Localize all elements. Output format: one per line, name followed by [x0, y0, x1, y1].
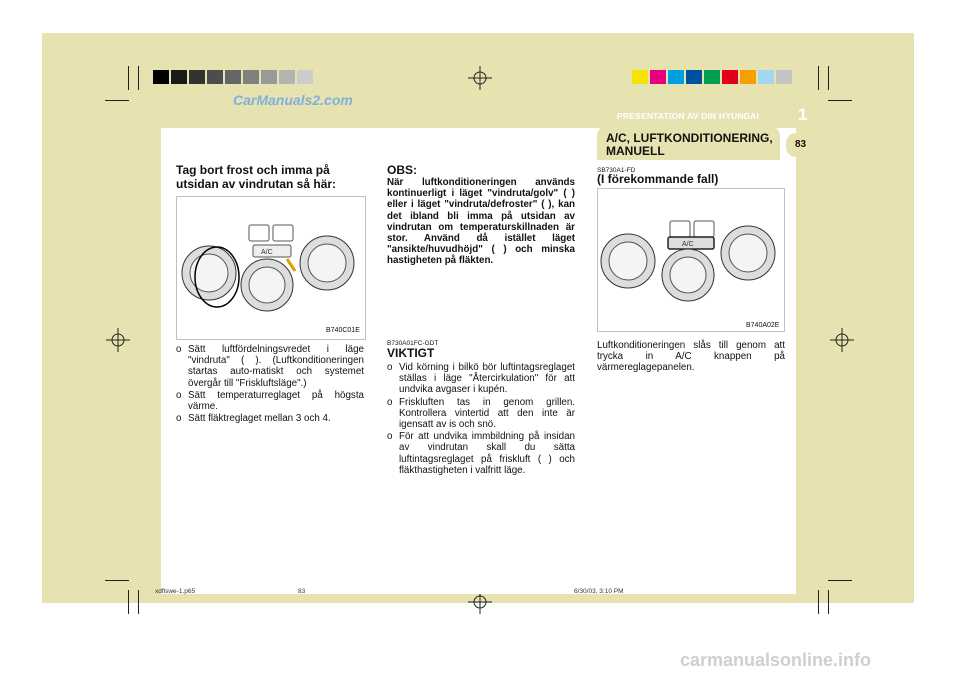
section-code: SB730A1-FD	[597, 167, 636, 174]
chapter-number: 1	[798, 105, 808, 124]
crop-mark	[828, 66, 829, 90]
color-swatch	[189, 70, 205, 84]
list-item: o Vid körning i bilkö bör luftintagsreglaget ställas i läge "Återcirkulation" för att undvika avgaser i kupén.	[387, 362, 575, 396]
climate-panel-illustration	[177, 197, 365, 339]
color-swatch	[650, 70, 666, 84]
col3-text: Luftkonditioneringen slås till genom att trycka in A/C knappen på värmereglagepanelen.	[597, 340, 785, 374]
registration-target-icon	[830, 328, 854, 352]
watermark-top[interactable]: CarManuals2.com	[233, 92, 353, 108]
registration-target-icon	[106, 328, 130, 352]
list-item: o Sätt luftfördelningsvredet i läge "vindruta" ( ). (Luftkonditioneringen startas auto-matiskt och systemet övergår till "Friskluftsläge".)	[176, 344, 364, 389]
list-item: o Sätt fläktreglaget mellan 3 och 4.	[176, 413, 331, 425]
color-bar	[632, 70, 794, 84]
col1-heading: Tag bort frost och imma på utsidan av vindrutan så här:	[176, 163, 337, 191]
section-code: B730A01FC-GDT	[387, 340, 439, 347]
color-swatch	[297, 70, 313, 84]
page-number: 83	[795, 139, 807, 150]
crop-mark	[128, 66, 129, 90]
crop-mark	[128, 590, 129, 614]
color-swatch	[686, 70, 702, 84]
obs-text: När luftkonditioneringen används kontinuerligt i läget "vindruta/golv" ( ) eller i läget "vindruta/defroster" ( ), kan det ibland bli imma på utsidan av vindrutan om temperaturskillnaden är stor. Använd då istället läget "ansikte/huvudhöjd" ( ) och minska hastigheten på fläkten.	[387, 177, 575, 267]
obs-title: OBS:	[387, 163, 417, 177]
figure-code: B740C01E	[326, 327, 360, 334]
color-swatch	[261, 70, 277, 84]
color-swatch	[171, 70, 187, 84]
color-swatch	[207, 70, 223, 84]
svg-text:A/C: A/C	[261, 249, 273, 256]
crop-mark	[828, 590, 829, 614]
section-title: PRESENTATION AV DIN HYUNDAI	[617, 111, 760, 121]
list-item: o Friskluften tas in genom grillen. Kontrollera vintertid att den inte är igensatt av is och snö.	[387, 396, 575, 431]
footer-file: xdflswe-1.p65	[155, 588, 196, 595]
color-swatch	[668, 70, 684, 84]
tab-title: A/C, LUFTKONDITIONERING, MANUELL	[606, 131, 773, 158]
watermark-bottom[interactable]: carmanualsonline.info	[680, 650, 872, 670]
crop-mark	[105, 100, 129, 101]
crop-mark	[138, 590, 139, 614]
color-swatch	[632, 70, 648, 84]
crop-mark	[828, 100, 852, 101]
figure-climate-panel-defrost	[176, 196, 366, 340]
color-swatch	[153, 70, 169, 84]
color-swatch	[722, 70, 738, 84]
color-swatch	[776, 70, 792, 84]
color-swatch	[758, 70, 774, 84]
color-swatch	[740, 70, 756, 84]
crop-mark	[105, 580, 129, 581]
figure-climate-panel-ac	[597, 188, 785, 332]
color-swatch	[225, 70, 241, 84]
col1-bullets	[176, 343, 364, 424]
color-swatch	[243, 70, 259, 84]
color-swatch	[279, 70, 295, 84]
footer-date: 6/30/03, 3:10 PM	[574, 588, 624, 595]
crop-mark	[818, 590, 819, 614]
figure-code: B740A02E	[746, 322, 780, 329]
crop-mark	[138, 66, 139, 90]
list-item: o För att undvika immbildning på insidan av vindrutan skall du sätta luftintagsreglaget på friskluft ( ) och fläkthastigheten i valfritt läge.	[387, 431, 575, 476]
crop-mark	[828, 580, 852, 581]
grayscale-bar	[153, 70, 315, 84]
crop-mark	[818, 66, 819, 90]
climate-panel-illustration	[598, 189, 784, 331]
col3-heading: (I förekommande fall)	[597, 172, 719, 186]
important-title: VIKTIGT	[387, 346, 435, 360]
svg-text:A/C: A/C	[682, 241, 694, 248]
list-item: o Sätt temperaturreglaget på högsta värme.	[176, 389, 364, 413]
registration-target-icon	[468, 66, 492, 90]
footer-page: 83	[298, 588, 306, 595]
important-bullets	[387, 361, 575, 476]
color-swatch	[704, 70, 720, 84]
